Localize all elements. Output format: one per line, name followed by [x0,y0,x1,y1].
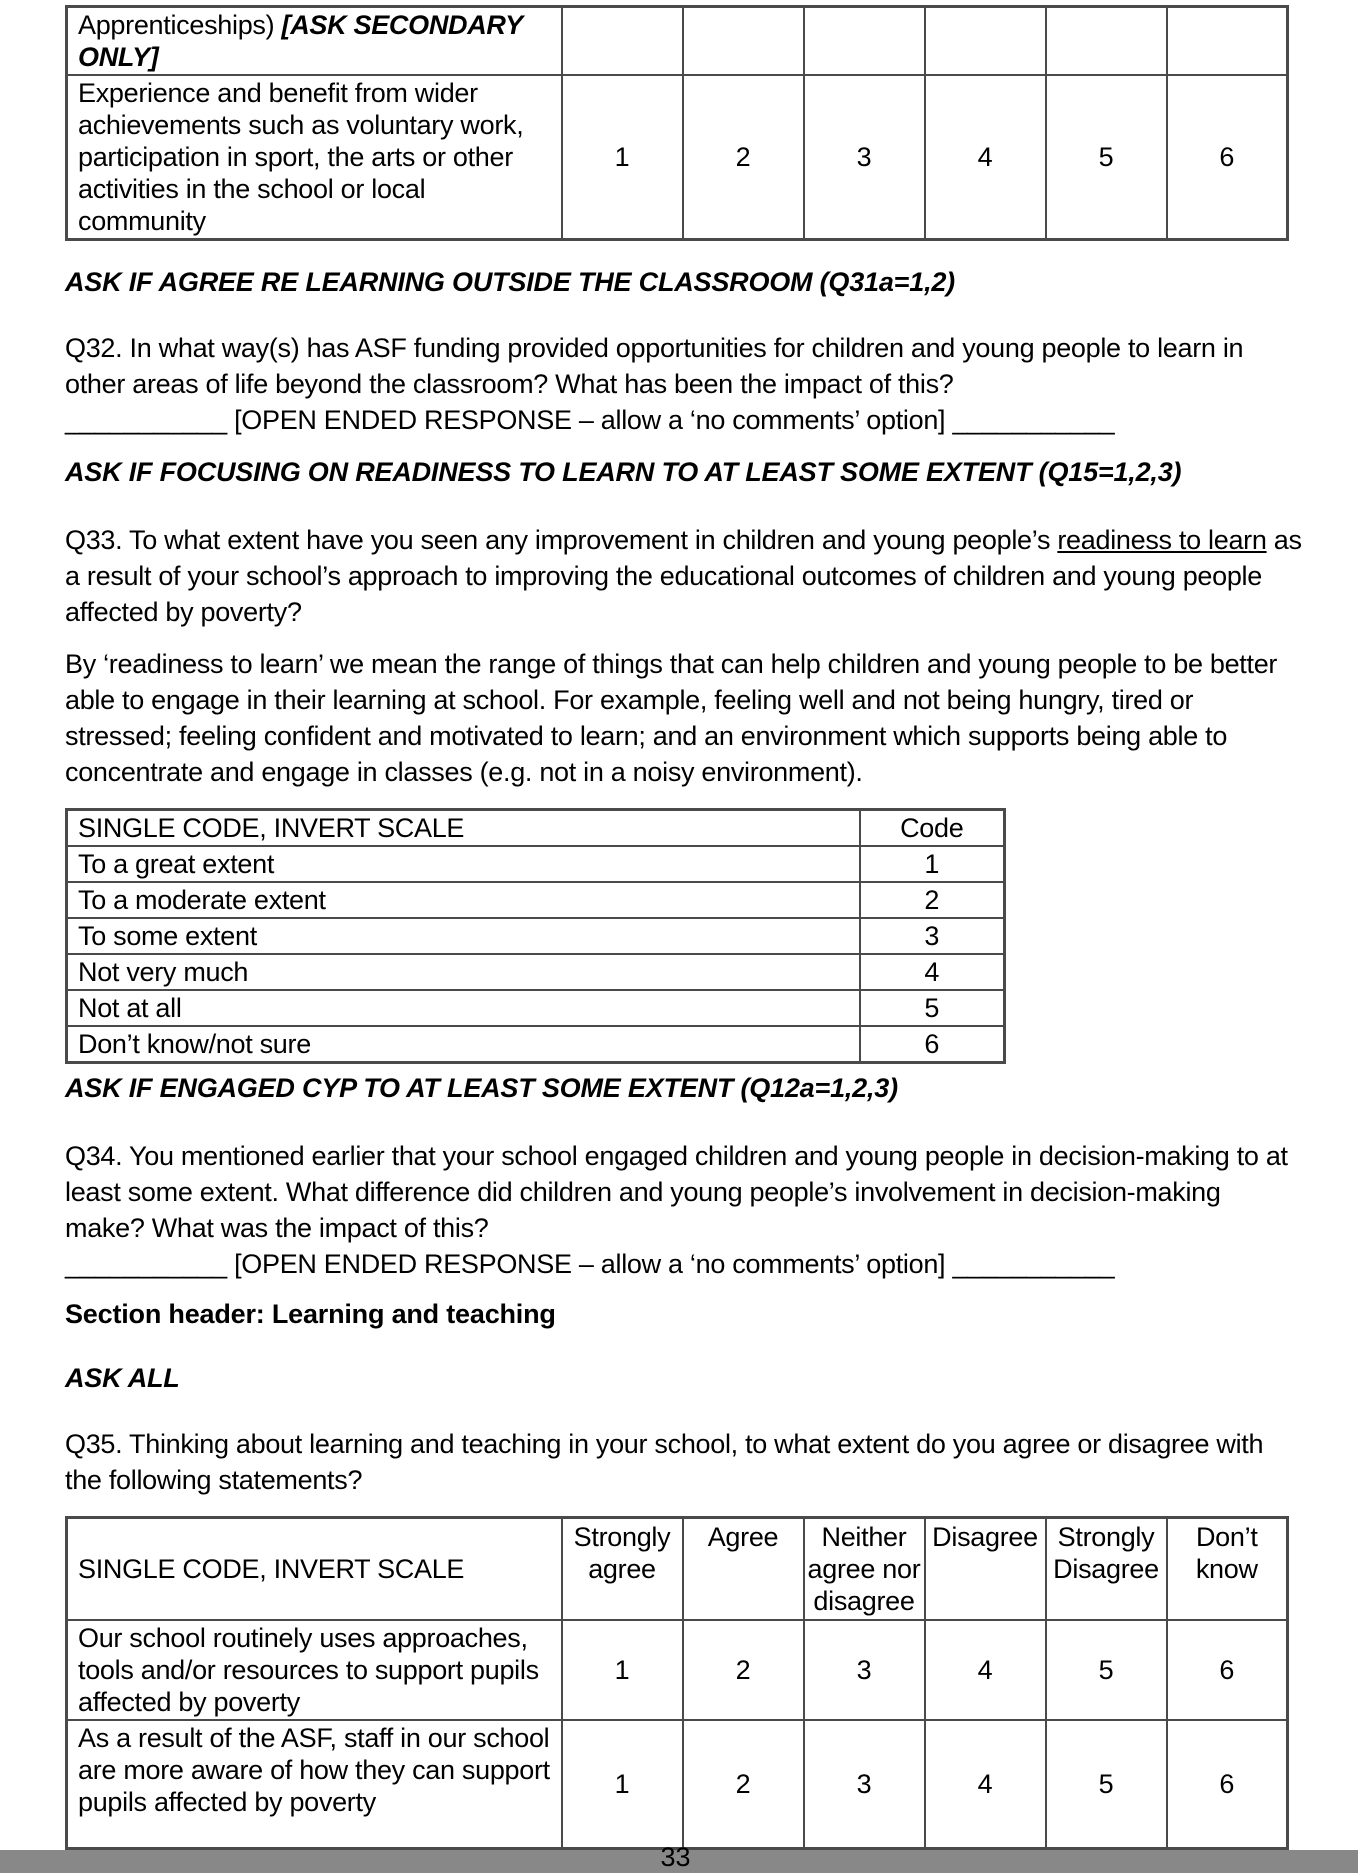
scale-option-label: To a great extent [67,846,860,882]
table-row [67,1620,1288,1720]
statement-code-6: 6 [1167,1620,1288,1720]
table-header-row [67,1518,1288,1621]
agree-table-wrap [65,1516,1289,1850]
column-header-disagree: Disagree [925,1518,1046,1621]
statement-label: As a result of the ASF, staff in our school are more aware of how they can support pupils affected by poverty [67,1720,562,1848]
outcomes-grid-table-wrap [65,5,1289,241]
scale-option-code: 2 [860,882,1005,918]
grid-code-2: 2 [683,75,804,240]
statement-code-2: 2 [683,1620,804,1720]
column-header-strongly-agree: Strongly agree [562,1518,683,1621]
grid-code-4: 4 [925,75,1046,240]
question-q32-text: Q32. In what way(s) has ASF funding provided opportunities for children and young people to learn in other areas of life beyond the classroom? What has been the impact of this? [65,333,1244,399]
scale-table-wrap [65,808,1006,1064]
grid-cell-empty [1167,7,1288,76]
table-row [67,882,1005,918]
table-row [67,1026,1005,1063]
column-header-dont-know: Don’t know [1167,1518,1288,1621]
grid-row-continued-prefix: Apprenticeships) [78,10,282,40]
scale-table [65,808,1006,1064]
scale-table-header: SINGLE CODE, INVERT SCALE [67,810,860,847]
table-row [67,7,1288,76]
section-header: Section header: Learning and teaching [65,1299,556,1329]
grid-cell-empty [683,7,804,76]
grid-row-continued-label [67,7,562,76]
statement-label: Our school routinely uses approaches, tools and/or resources to support pupils affected by poverty [67,1620,562,1720]
statement-code-3: 3 [804,1620,925,1720]
agree-table-header: SINGLE CODE, INVERT SCALE [67,1518,562,1621]
table-row [67,990,1005,1026]
grid-code-5: 5 [1046,75,1167,240]
statement-code-5: 5 [1046,1720,1167,1848]
grid-code-1: 1 [562,75,683,240]
routing-instruction-q33: ASK IF FOCUSING ON READINESS TO LEARN TO AT LEAST SOME EXTENT (Q15=1,2,3) [65,457,1182,487]
routing-instruction-q34: ASK IF ENGAGED CYP TO AT LEAST SOME EXTENT (Q12a=1,2,3) [65,1073,898,1103]
statement-code-1: 1 [562,1620,683,1720]
statement-code-4: 4 [925,1620,1046,1720]
routing-instruction-q32: ASK IF AGREE RE LEARNING OUTSIDE THE CLASSROOM (Q31a=1,2) [65,267,955,297]
page-number: 33 [660,1842,691,1872]
question-q33-text [65,522,1305,630]
column-header-strongly-disagree: Strongly Disagree [1046,1518,1167,1621]
question-q34-response-line: ___________ [OPEN ENDED RESPONSE – allow a ‘no comments’ option] ___________ [65,1249,1115,1279]
grid-code-6: 6 [1167,75,1288,240]
table-row [67,846,1005,882]
table-row [67,1720,1288,1848]
q33-text-after: as a result of your school’s approach to improving the educational outcomes of children and young people affected by poverty? [65,525,1302,627]
grid-cell-empty [925,7,1046,76]
scale-option-label: To a moderate extent [67,882,860,918]
scale-option-code: 6 [860,1026,1005,1063]
statement-code-2: 2 [683,1720,804,1848]
statement-code-4: 4 [925,1720,1046,1848]
outcomes-grid-table [65,5,1289,241]
grid-row-continued-instruction: [ASK SECONDARY ONLY] [78,10,523,72]
routing-instruction-ask-all: ASK ALL [65,1363,180,1393]
scale-option-label: Not very much [67,954,860,990]
grid-cell-empty [804,7,925,76]
table-row [67,954,1005,990]
question-q35-text: Q35. Thinking about learning and teaching in your school, to what extent do you agree or disagree with the following statements? [65,1429,1264,1495]
scale-option-label: Don’t know/not sure [67,1026,860,1063]
statement-code-3: 3 [804,1720,925,1848]
scale-option-code: 4 [860,954,1005,990]
scale-option-label: Not at all [67,990,860,1026]
table-row [67,75,1288,240]
scale-option-code: 1 [860,846,1005,882]
statement-code-6: 6 [1167,1720,1288,1848]
scale-option-code: 3 [860,918,1005,954]
table-row [67,918,1005,954]
grid-cell-empty [1046,7,1167,76]
column-header-agree: Agree [683,1518,804,1621]
grid-cell-empty [562,7,683,76]
q33-text-underlined: readiness to learn [1057,525,1267,555]
readiness-definition-note: By ‘readiness to learn’ we mean the range of things that can help children and young people to be better able to engage in their learning at school. For example, feeling well and not being hungry, tired or stressed; feeling confident and motivated to learn; and an environment which supports being able to concentrate and engage in classes (e.g. not in a noisy environment). [65,649,1278,787]
table-row [67,810,1005,847]
question-q32-response-line: ___________ [OPEN ENDED RESPONSE – allow a ‘no comments’ option] ___________ [65,405,1115,435]
scale-table-code-header: Code [860,810,1005,847]
scale-option-code: 5 [860,990,1005,1026]
grid-row-experience-label: Experience and benefit from wider achievements such as voluntary work, participation in sport, the arts or other activities in the school or local community [67,75,562,240]
statement-code-5: 5 [1046,1620,1167,1720]
column-header-neither: Neither agree nor disagree [804,1518,925,1621]
statement-code-1: 1 [562,1720,683,1848]
agree-table [65,1516,1289,1850]
grid-code-3: 3 [804,75,925,240]
q33-text-before: Q33. To what extent have you seen any improvement in children and young people’s [65,525,1058,555]
scale-option-label: To some extent [67,918,860,954]
question-q34-text: Q34. You mentioned earlier that your school engaged children and young people in decision-making to at least some extent. What difference did children and young people’s involvement in decision-making make? What was the impact of this? [65,1141,1288,1243]
